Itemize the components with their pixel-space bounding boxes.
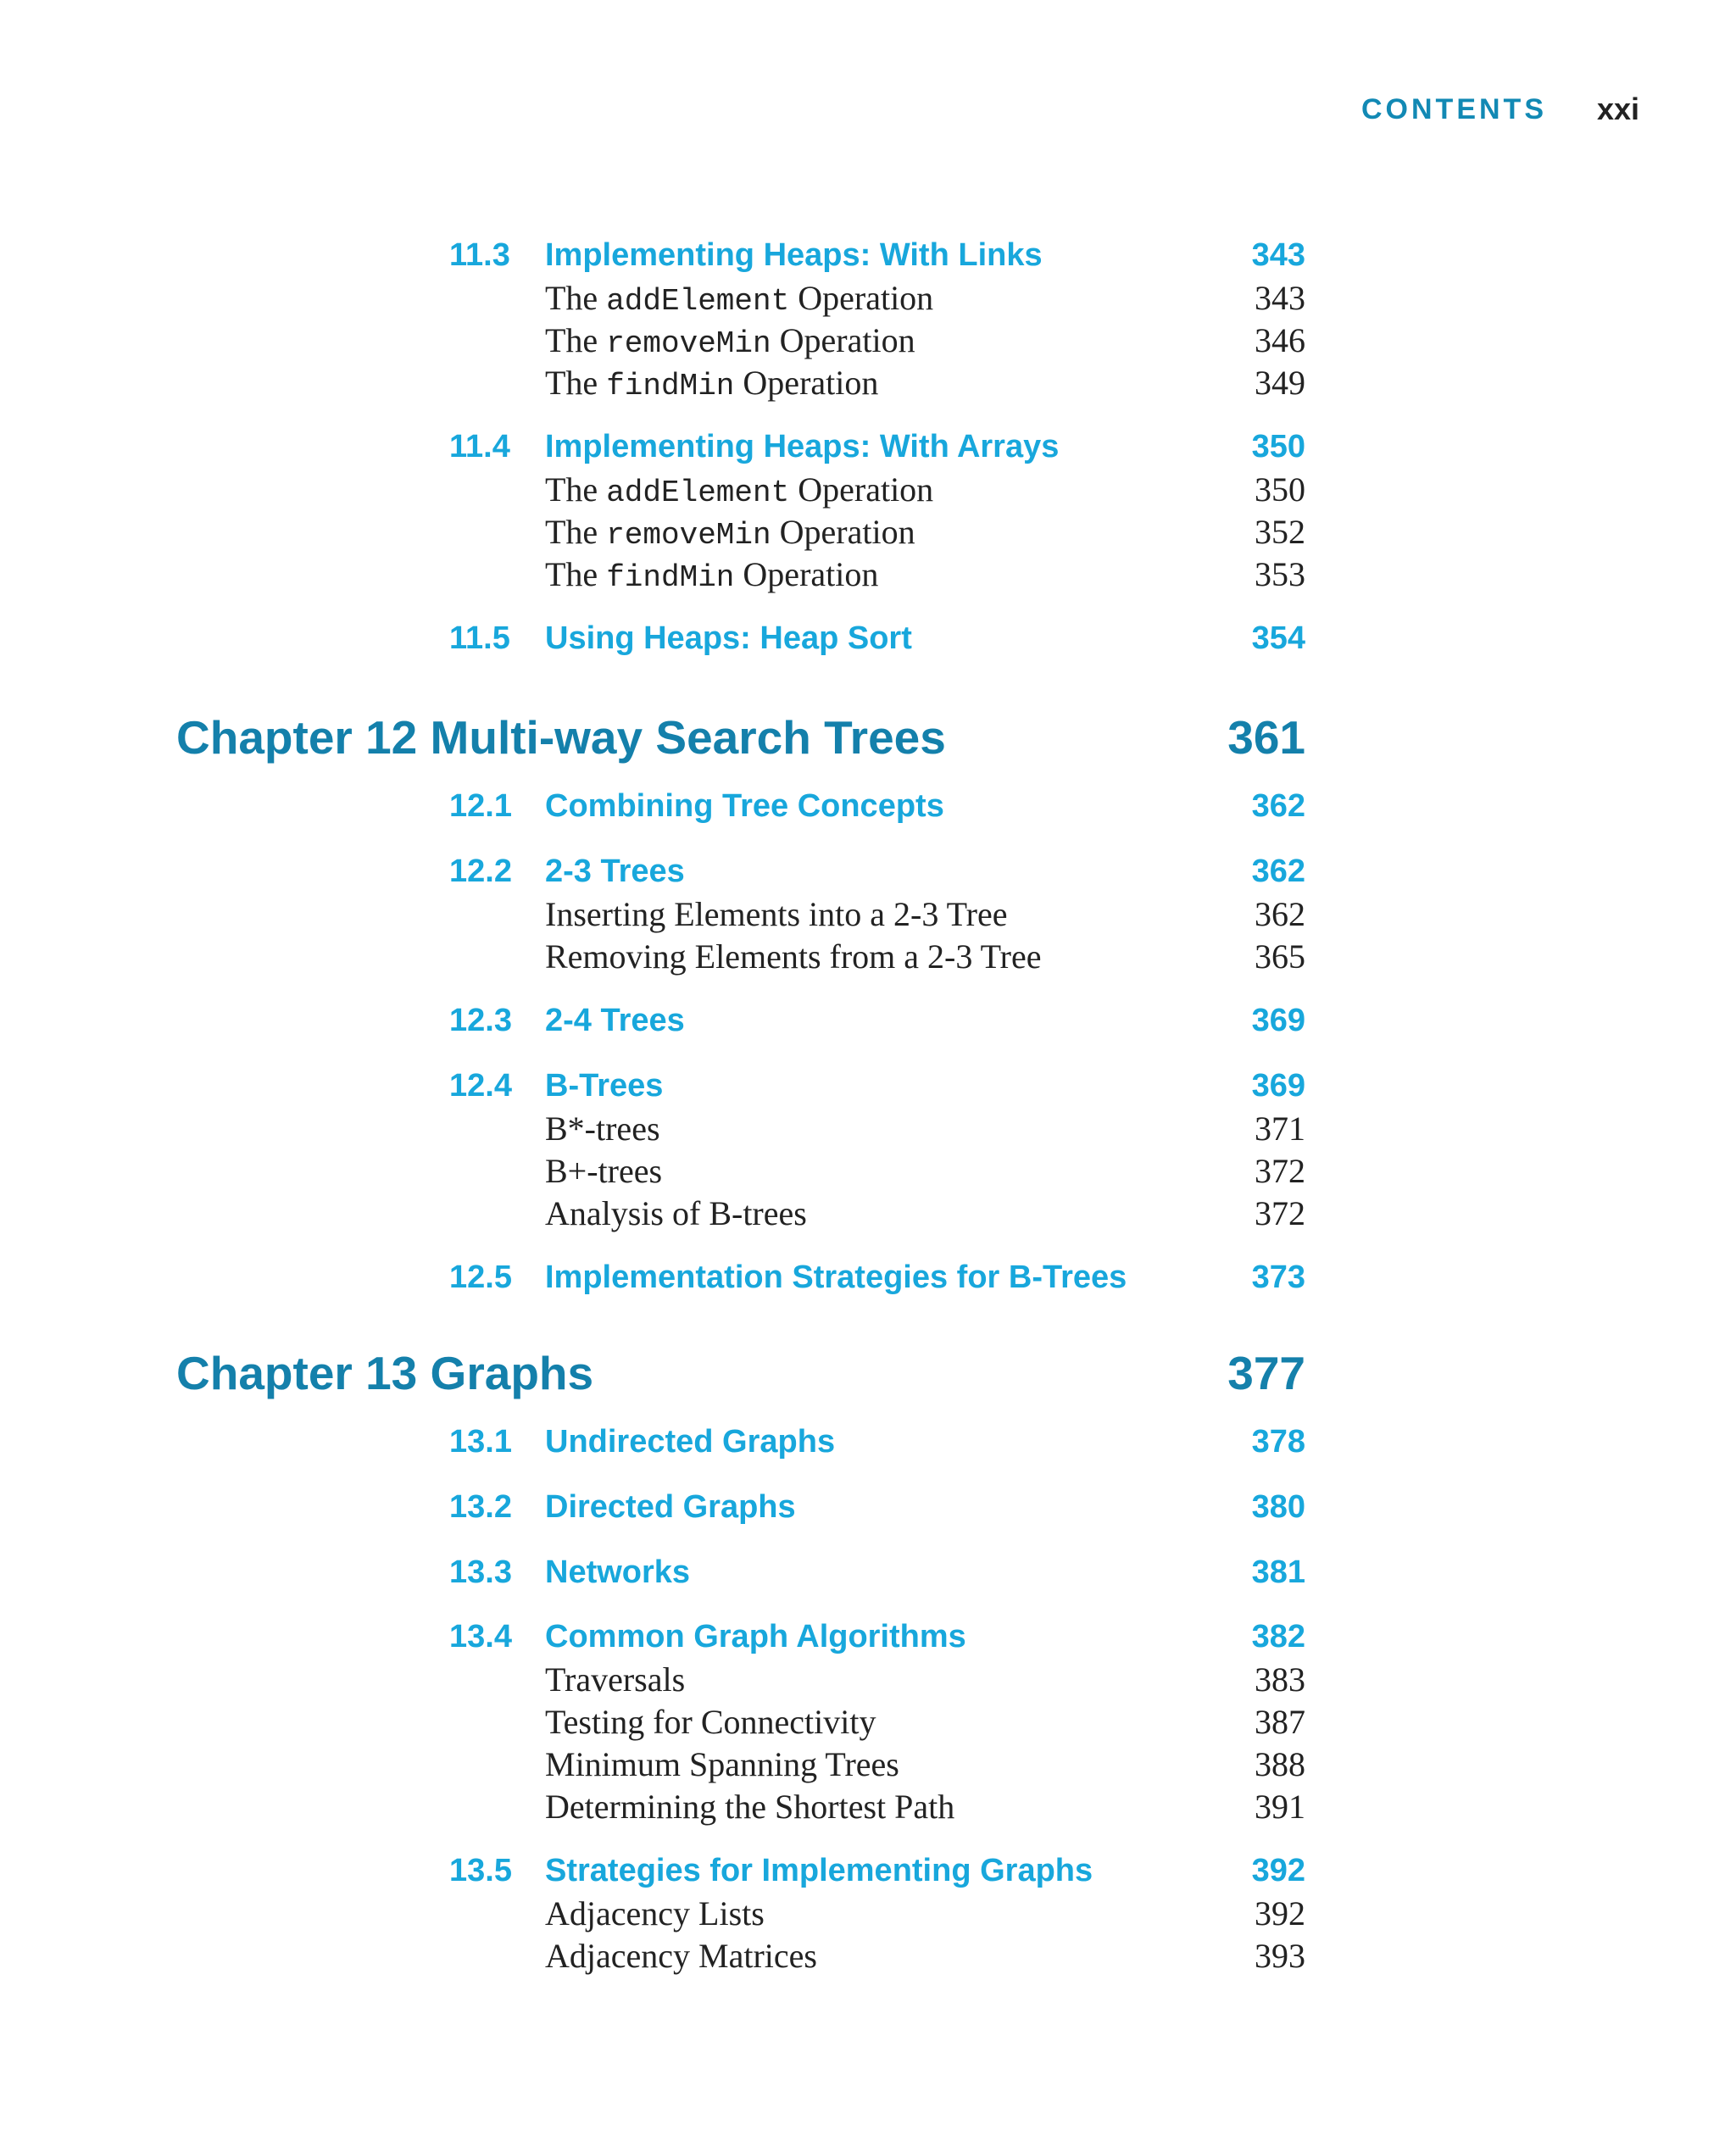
section-number: 12.5 [449,1260,512,1295]
section-title: Common Graph Algorithms [545,1619,966,1654]
toc-subsection[interactable] [545,1660,1305,1699]
section-number: 13.4 [449,1619,512,1654]
toc-subsection[interactable] [545,1744,1305,1783]
toc-subsection[interactable] [545,1936,1305,1975]
section-title: 2-4 Trees [545,1003,685,1038]
subsection-page: 346 [1255,321,1305,359]
subsection-page: 372 [1255,1152,1305,1190]
toc-section-13-3[interactable] [449,1554,1305,1593]
toc-section-11-3[interactable] [449,237,1305,276]
toc-subsection[interactable] [545,278,1305,317]
toc-subsection[interactable] [545,937,1305,976]
subsection-title: The addElement Operation [545,470,934,510]
chapter-page: 361 [1227,711,1305,764]
code-identifier: findMin [606,560,735,595]
section-number: 11.5 [449,620,510,656]
section-page: 362 [1251,854,1305,889]
subsection-title: The removeMin Operation [545,321,915,361]
subsection-title: Adjacency Matrices [545,1937,817,1975]
section-page: 343 [1251,237,1305,273]
section-title: Implementing Heaps: With Links [545,237,1043,273]
toc-section-11-5[interactable] [449,620,1305,659]
subsection-title: The removeMin Operation [545,513,915,553]
subsection-page: 371 [1255,1109,1305,1148]
toc-subsection[interactable] [545,363,1305,402]
chapter-title: Chapter 13 Graphs [176,1347,594,1399]
page-number: xxi [1597,92,1640,126]
toc-section-13-2[interactable] [449,1489,1305,1528]
toc-section-11-4[interactable] [449,429,1305,468]
subsection-title: The findMin Operation [545,364,879,403]
section-number: 12.4 [449,1068,512,1104]
toc-chapter-13[interactable] [176,1346,1305,1405]
toc-subsection[interactable] [545,1109,1305,1148]
toc-subsection[interactable] [545,1151,1305,1190]
toc-subsection[interactable] [545,1787,1305,1826]
section-title: B-Trees [545,1068,664,1104]
toc-section-13-1[interactable] [449,1424,1305,1463]
code-identifier: removeMin [606,326,771,361]
toc-subsection[interactable] [545,470,1305,509]
toc-subsection[interactable] [545,894,1305,933]
toc-subsection[interactable] [545,1702,1305,1741]
toc-section-12-2[interactable] [449,854,1305,893]
toc-subsection[interactable] [545,554,1305,593]
chapter-page: 377 [1227,1347,1305,1399]
section-number: 13.3 [449,1554,512,1590]
toc-subsection[interactable] [545,320,1305,359]
subsection-page: 383 [1255,1660,1305,1699]
section-number: 12.1 [449,788,512,824]
subsection-title: B+-trees [545,1152,663,1190]
section-title: Strategies for Implementing Graphs [545,1853,1093,1888]
section-page: 350 [1251,429,1305,464]
toc-section-13-4[interactable] [449,1619,1305,1658]
subsection-page: 393 [1255,1937,1305,1975]
subsection-title: The addElement Operation [545,279,934,319]
subsection-title: Inserting Elements into a 2-3 Tree [545,895,1008,933]
code-identifier: removeMin [606,518,771,553]
code-identifier: addElement [606,284,790,319]
section-page: 382 [1251,1619,1305,1654]
subsection-title: B*-trees [545,1109,660,1148]
section-number: 12.3 [449,1003,512,1038]
subsection-title: Determining the Shortest Path [545,1788,955,1826]
toc-chapter-12[interactable] [176,710,1305,770]
section-title: Combining Tree Concepts [545,788,944,824]
section-title: 2-3 Trees [545,854,685,889]
subsection-page: 387 [1255,1703,1305,1741]
section-title: Implementation Strategies for B-Trees [545,1260,1127,1295]
subsection-title: Testing for Connectivity [545,1703,876,1741]
section-page: 392 [1251,1853,1305,1888]
subsection-title: Minimum Spanning Trees [545,1745,899,1783]
section-title: Directed Graphs [545,1489,796,1525]
toc-section-12-3[interactable] [449,1003,1305,1042]
toc-section-13-5[interactable] [449,1853,1305,1892]
subsection-page: 372 [1255,1194,1305,1232]
toc-section-12-4[interactable] [449,1068,1305,1107]
section-title: Using Heaps: Heap Sort [545,620,912,656]
subsection-title: Removing Elements from a 2-3 Tree [545,937,1042,976]
section-number: 11.4 [449,429,510,464]
section-number: 13.1 [449,1424,512,1460]
section-title: Networks [545,1554,691,1590]
chapter-title: Chapter 12 Multi-way Search Trees [176,711,946,764]
toc-subsection[interactable] [545,1894,1305,1932]
subsection-page: 352 [1255,513,1305,551]
subsection-page: 349 [1255,364,1305,402]
subsection-title: Analysis of B-trees [545,1194,807,1232]
subsection-title: The findMin Operation [545,555,879,595]
toc-section-12-1[interactable] [449,788,1305,827]
section-title: Implementing Heaps: With Arrays [545,429,1060,464]
toc-section-12-5[interactable] [449,1260,1305,1299]
section-page: 381 [1251,1554,1305,1590]
section-number: 13.2 [449,1489,512,1525]
section-page: 380 [1251,1489,1305,1525]
subsection-page: 392 [1255,1894,1305,1932]
subsection-page: 353 [1255,555,1305,593]
subsection-page: 365 [1255,937,1305,976]
subsection-page: 343 [1255,279,1305,317]
toc-subsection[interactable] [545,1193,1305,1232]
subsection-page: 362 [1255,895,1305,933]
section-number: 13.5 [449,1853,512,1888]
section-page: 362 [1251,788,1305,824]
section-page: 354 [1251,620,1305,656]
section-number: 12.2 [449,854,512,889]
section-title: Undirected Graphs [545,1424,836,1460]
section-page: 369 [1251,1003,1305,1038]
section-page: 369 [1251,1068,1305,1104]
section-page: 373 [1251,1260,1305,1295]
subsection-title: Adjacency Lists [545,1894,765,1932]
subsection-page: 350 [1255,470,1305,509]
code-identifier: findMin [606,369,735,403]
section-page: 378 [1251,1424,1305,1460]
section-number: 11.3 [449,237,510,273]
code-identifier: addElement [606,475,790,510]
running-title: CONTENTS [1361,93,1547,125]
subsection-page: 391 [1255,1788,1305,1826]
toc-subsection[interactable] [545,512,1305,551]
subsection-page: 388 [1255,1745,1305,1783]
subsection-title: Traversals [545,1660,686,1699]
